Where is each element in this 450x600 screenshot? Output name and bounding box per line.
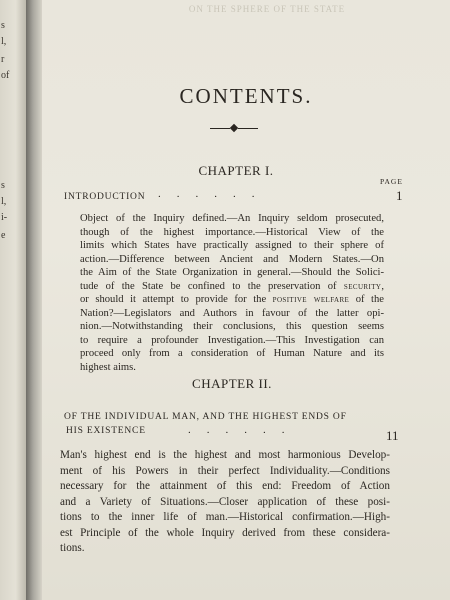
leader-dots: ...... — [158, 188, 271, 200]
page-title: CONTENTS. — [179, 84, 313, 108]
facing-page-fragment: r — [1, 54, 5, 65]
facing-page-fragment: s — [1, 20, 5, 31]
facing-page-fragment: l, — [1, 36, 7, 47]
chapter-summary — [60, 448, 390, 557]
facing-page-edge — [0, 0, 26, 600]
summary-line: the Aim of the State Organization in general.—Should the Solici- — [80, 267, 384, 278]
chapter-page-number: 11 — [386, 428, 399, 443]
summary-line: Nation?—Legislators and Authors in favour of the latter opi- — [80, 307, 384, 319]
summary-line: Object of the Inquiry defined.—An Inquiry seldom prosecuted, — [80, 213, 384, 224]
summary-line: ment of his Powers in their perfect Individuality.—Conditions — [60, 464, 390, 477]
summary-line: though of the highest importance.—Historical View of the — [80, 226, 384, 238]
facing-page-fragment: l, — [1, 196, 7, 207]
chapter-entry-title: OF THE INDIVIDUAL MAN, AND THE HIGHEST ENDS OF — [64, 412, 347, 422]
chapter-summary — [80, 212, 384, 374]
leader-dots: ...... — [188, 424, 301, 436]
summary-line: action.—Difference between Ancient and Modern States.—On — [80, 253, 384, 265]
chapter-page-number: 1 — [396, 188, 403, 203]
facing-page-fragment: s — [1, 180, 5, 191]
facing-page-fragment: of — [1, 70, 10, 81]
summary-line: tions. — [60, 542, 85, 554]
summary-line: and a Variety of Situations.—Closer application of these posi- — [60, 495, 390, 508]
contents-page — [42, 0, 450, 600]
facing-page-fragment: e — [1, 230, 6, 241]
bleed-through-text: ON THE SPHERE OF THE STATE — [188, 4, 346, 14]
chapter-heading: CHAPTER I. — [198, 163, 274, 178]
ornament-divider — [210, 124, 258, 134]
page-column-label: PAGE — [380, 177, 403, 186]
chapter-entry-title: INTRODUCTION — [64, 192, 146, 202]
chapter-entry-title: HIS EXISTENCE — [66, 426, 146, 436]
facing-page-fragment: i- — [1, 212, 8, 223]
summary-line: or should it attempt to provide for the positive welfare of the — [80, 294, 384, 305]
summary-line: nion.—Notwithstanding their conclusions, this question seems — [80, 321, 384, 332]
summary-line: limits which States have practically assigned to their sphere of — [80, 240, 384, 251]
summary-line: to require a profounder Investigation.—This Investigation can — [80, 334, 384, 346]
summary-line: Man's highest end is the highest and most harmonious Develop- — [60, 449, 390, 461]
summary-line: tude of the State be confined to the preservation of security, — [80, 280, 384, 292]
summary-line: highest aims. — [80, 361, 136, 373]
summary-line: est Principle of the whole Inquiry derived from these considera- — [60, 526, 390, 539]
summary-line: proceed only from a consideration of Human Nature and its — [80, 348, 384, 359]
summary-line: tions to the inner life of man.—Historical confirmation.—High- — [60, 511, 390, 523]
summary-line: necessary for the attainment of this end: Freedom of Action — [60, 480, 390, 492]
chapter-heading: CHAPTER II. — [192, 376, 272, 391]
book-gutter — [26, 0, 42, 600]
